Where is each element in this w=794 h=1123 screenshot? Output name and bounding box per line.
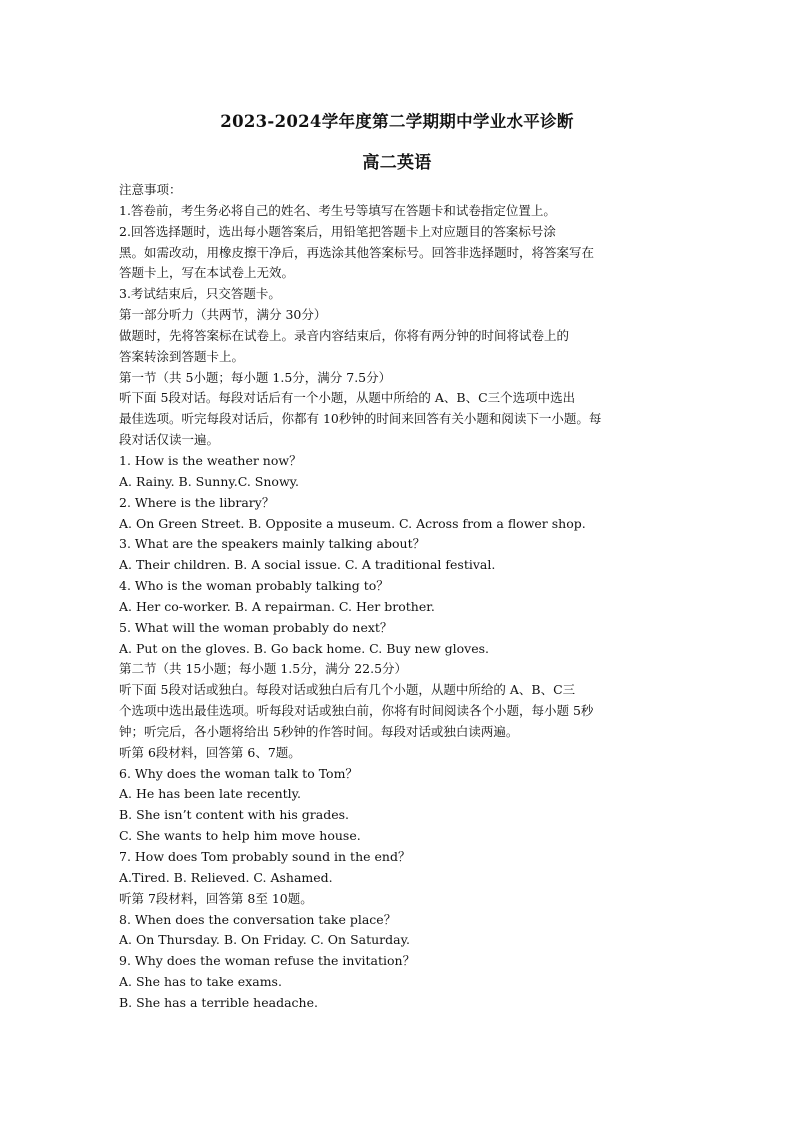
exam-body	[119, 180, 664, 1014]
text-line: 钟；听完后，各小题将给出 5秒钟的作答时间。每段对话或独白读两遍。	[119, 723, 519, 739]
text-line: 3.考试结束后，只交答题卡。	[119, 286, 281, 302]
text-line: A. On Green Street. B. Opposite a museum. C. Across from a flower shop.	[119, 515, 586, 531]
text-line: 黑。如需改动，用橡皮擦干净后，再选涂其他答案标号。回答非选择题时，将答案写在	[119, 244, 595, 260]
text-line: 段对话仅读一遍。	[119, 432, 220, 448]
text-line: 9. Why does the woman refuse the invitation？	[119, 953, 416, 969]
text-line: A. Put on the gloves. B. Go back home. C. Buy new gloves.	[119, 640, 489, 656]
text-line: 答案转涂到答题卡上。	[119, 348, 245, 364]
text-line: 1.答卷前，考生务必将自己的姓名、考生号等填写在答题卡和试卷指定位置上。	[119, 202, 556, 218]
text-line: 2.回答选择题时，选出每小题答案后，用铅笔把答题卡上对应题目的答案标号涂	[119, 223, 556, 239]
text-line: A. Her co-worker. B. A repairman. C. Her brother.	[119, 598, 435, 614]
text-line: 5. What will the woman probably do next？	[119, 619, 393, 635]
text-line: 7. How does Tom probably sound in the end？	[119, 849, 411, 864]
text-line: 3. What are the speakers mainly talking about？	[119, 536, 426, 552]
text-line: A. On Thursday. B. On Friday. C. On Saturday.	[119, 932, 410, 948]
text-line: 2. Where is the library？	[119, 494, 275, 510]
text-line: 听第 6段材料，回答第 6、7题。	[119, 744, 301, 760]
exam-subject: 高二英语	[362, 153, 432, 173]
text-line: C. She wants to help him move house.	[119, 828, 361, 844]
text-line: 第二节（共 15小题；每小题 1.5分，满分 22.5分）	[119, 661, 408, 677]
text-line: 1. How is the weather now？	[119, 452, 302, 468]
text-line: 做题时，先将答案标在试卷上。录音内容结束后，你将有两分钟的时间将试卷上的	[119, 327, 570, 343]
text-line: B. She isn’t content with his grades.	[119, 807, 349, 823]
text-line: 第一节（共 5小题；每小题 1.5分，满分 7.5分）	[119, 369, 392, 385]
text-line: 答题卡上，写在本试卷上无效。	[119, 265, 295, 281]
text-line: 4. Who is the woman probably talking to？	[119, 578, 389, 594]
text-line: A. She has to take exams.	[119, 974, 282, 990]
text-line: 注意事项：	[119, 182, 182, 197]
exam-title: 2023-2024学年度第二学期期中学业水平诊断	[220, 112, 574, 131]
text-line: 8. When does the conversation take place？	[119, 911, 397, 927]
text-line: B. She has a terrible headache.	[119, 994, 318, 1010]
text-line: A. Rainy. B. Sunny.C. Snowy.	[119, 473, 300, 489]
text-line: 听下面 5段对话或独白。每段对话或独白后有几个小题，从题中所给的 A、B、C三	[119, 682, 576, 698]
text-line: 最佳选项。听完每段对话后，你都有 10秒钟的时间来回答有关小题和阅读下一小题。每	[119, 411, 602, 427]
text-line: 个选项中选出最佳选项。听每段对话或独白前，你将有时间阅读各个小题，每小题 5秒	[119, 703, 594, 719]
text-line: 第一部分听力（共两节，满分 30分）	[119, 307, 327, 323]
text-line: A. He has been late recently.	[119, 786, 302, 802]
text-line: 听第 7段材料，回答第 8至 10题。	[119, 890, 313, 906]
text-line: A. Their children. B. A social issue. C. A traditional festival.	[119, 557, 496, 573]
text-line: A.Tired. B. Relieved. C. Ashamed.	[119, 869, 333, 885]
text-line: 6. Why does the woman talk to Tom？	[119, 765, 358, 781]
text-line: 听下面 5段对话。每段对话后有一个小题，从题中所给的 A、B、C三个选项中选出	[119, 390, 576, 406]
